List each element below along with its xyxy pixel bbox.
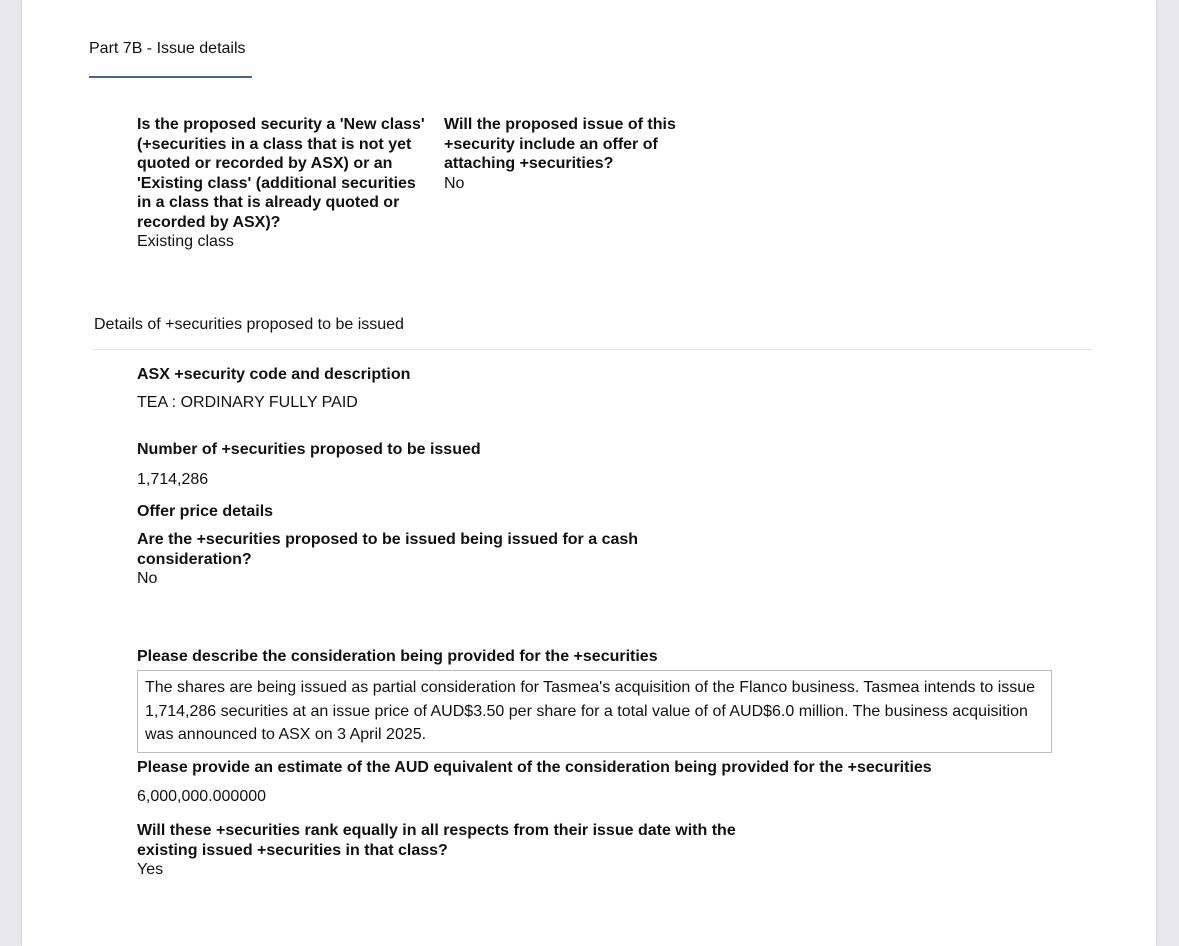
new-class-answer: Existing class	[137, 233, 234, 250]
consideration-description-label: Please describe the consideration being provided for the +securities	[137, 648, 658, 665]
details-section-title: Details of +securities proposed to be issued	[94, 316, 404, 333]
new-class-question: Is the proposed security a 'New class' (+securities in a class that is not yet quoted or recorded by ASX) or an 'Existing class' (additional securities in a class that is already quoted or recorded by ASX)?	[137, 116, 425, 231]
cash-consideration-answer: No	[137, 570, 158, 587]
rank-equally-question: Will these +securities rank equally in all respects from their issue date with the existing issued +securities in that class?	[137, 822, 736, 859]
document-page	[22, 0, 1156, 946]
offer-price-heading: Offer price details	[137, 503, 274, 520]
part-title: Part 7B - Issue details	[89, 40, 246, 57]
aud-estimate-value: 6,000,000.000000	[137, 788, 267, 805]
number-of-securities-value: 1,714,286	[137, 471, 209, 488]
number-of-securities-label: Number of +securities proposed to be issued	[137, 441, 481, 458]
aud-estimate-label: Please provide an estimate of the AUD equivalent of the consideration being provided for the +securities	[137, 759, 932, 776]
attaching-question-block	[444, 115, 714, 193]
new-class-question-block	[137, 115, 427, 252]
security-code-value: TEA : ORDINARY FULLY PAID	[137, 394, 358, 411]
security-code-label: ASX +security code and description	[137, 366, 411, 383]
section-divider	[94, 349, 1092, 350]
cash-consideration-block	[137, 530, 677, 589]
rank-equally-block	[137, 821, 747, 880]
rank-equally-answer: Yes	[137, 861, 164, 878]
attaching-question: Will the proposed issue of this +security include an offer of attaching +securities?	[444, 116, 676, 172]
part-title-underline	[89, 76, 252, 78]
consideration-description-box: The shares are being issued as partial consideration for Tasmea's acquisition of the Flanco business. Tasmea intends to issue 1,714,286 securities at an issue price of AUD$3.50 per share for a total value of of AUD$6.0 million. The business acquisition was announced to ASX on 3 April 2025.	[137, 670, 1052, 753]
attaching-answer: No	[444, 174, 465, 192]
cash-consideration-question: Are the +securities proposed to be issued being issued for a cash consideration?	[137, 531, 639, 568]
